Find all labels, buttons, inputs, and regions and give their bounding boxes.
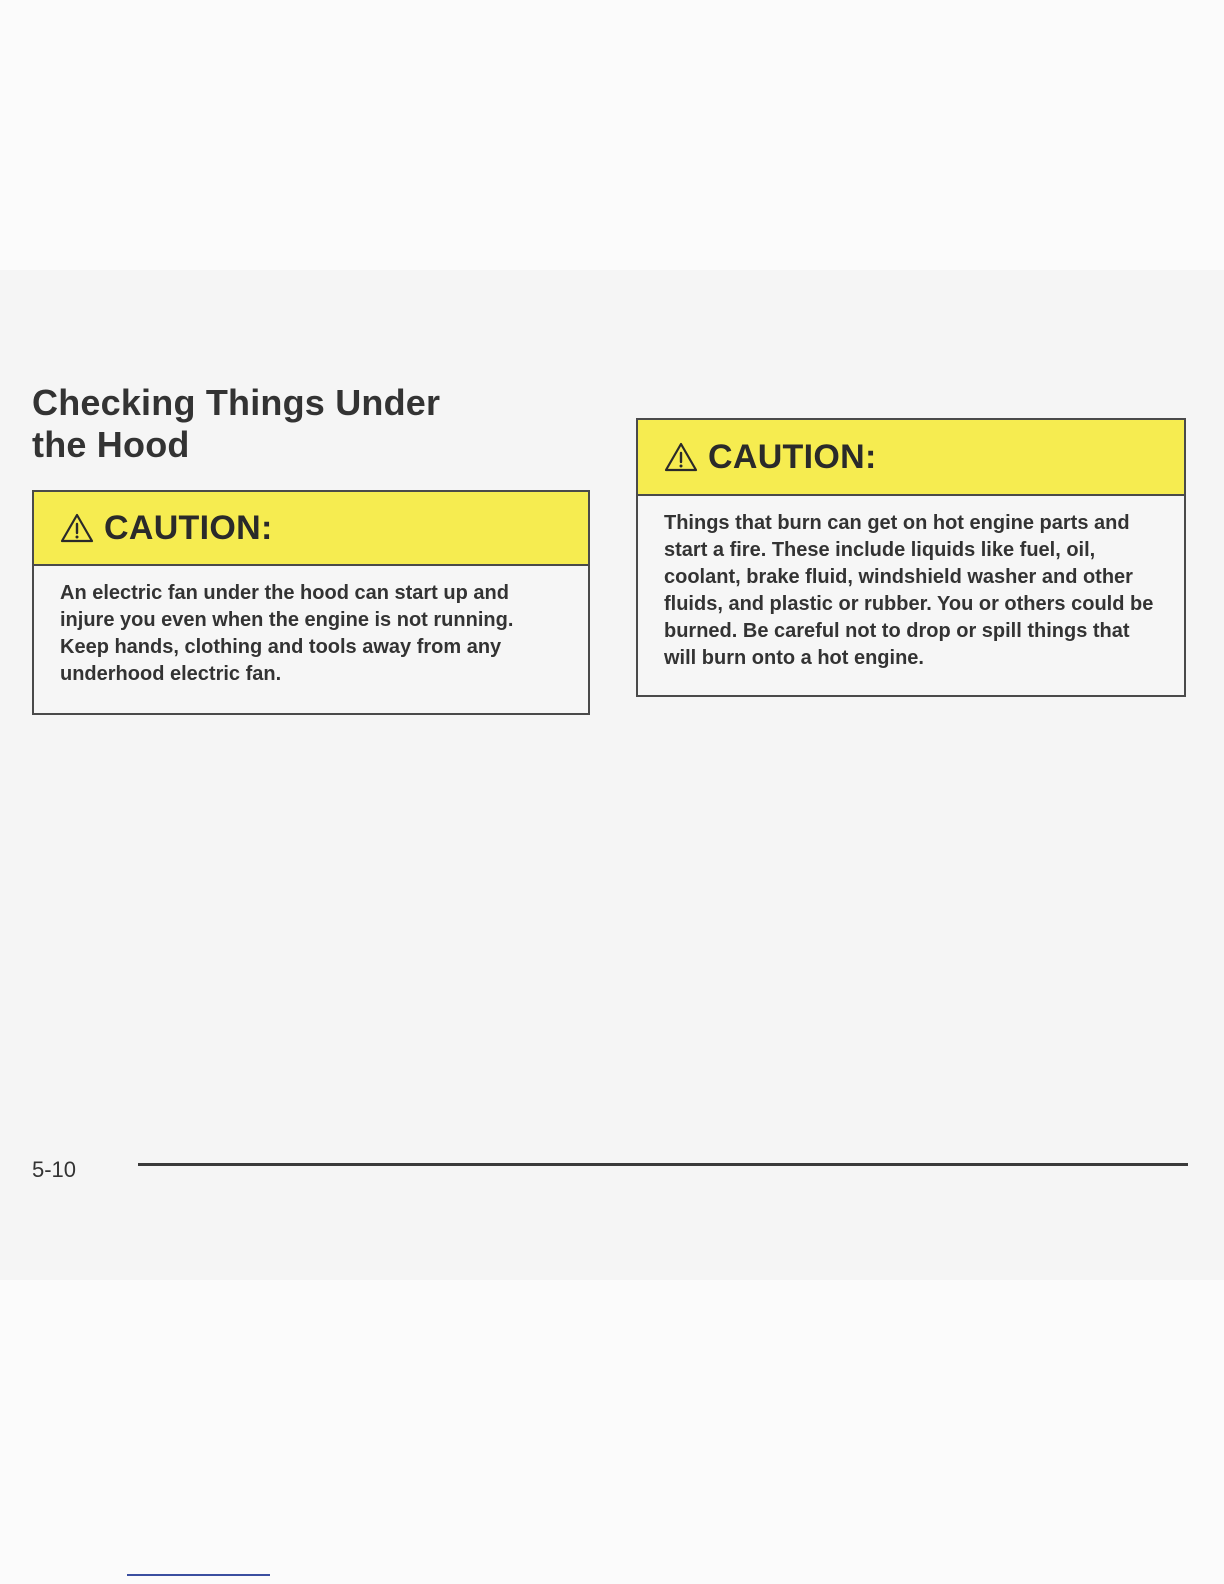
bottom-link-underline: [127, 1574, 270, 1576]
section-title-line-2: the Hood: [32, 424, 190, 465]
caution-header: [34, 492, 588, 566]
warning-triangle-icon: [664, 442, 698, 472]
caution-text: Things that burn can get on hot engine parts and start a fire. These include liquids like fuel, oil, coolant, brake fluid, windshield washer and other fluids, and plastic or rubber. You or others could be burned. Be careful not to drop or spill things that will burn onto a hot engine.: [664, 512, 1154, 669]
page-number: 5-10: [32, 1157, 77, 1182]
caution-body: [638, 496, 1184, 672]
caution-label: CAUTION:: [708, 437, 877, 476]
section-title-line-1: Checking Things Under: [32, 382, 441, 423]
caution-box-electric-fan: [32, 490, 590, 715]
caution-header: [638, 420, 1184, 496]
section-title: [32, 382, 512, 466]
caution-box-fire-hazard: [636, 418, 1186, 697]
warning-triangle-icon: [60, 513, 94, 543]
caution-text: An electric fan under the hood can start up and injure you even when the engine is not running. Keep hands, clothing and tools away from any underhood electric fan.: [60, 582, 514, 685]
caution-label: CAUTION:: [104, 508, 273, 547]
footer-divider: [138, 1163, 1188, 1166]
caution-body: [34, 566, 588, 688]
